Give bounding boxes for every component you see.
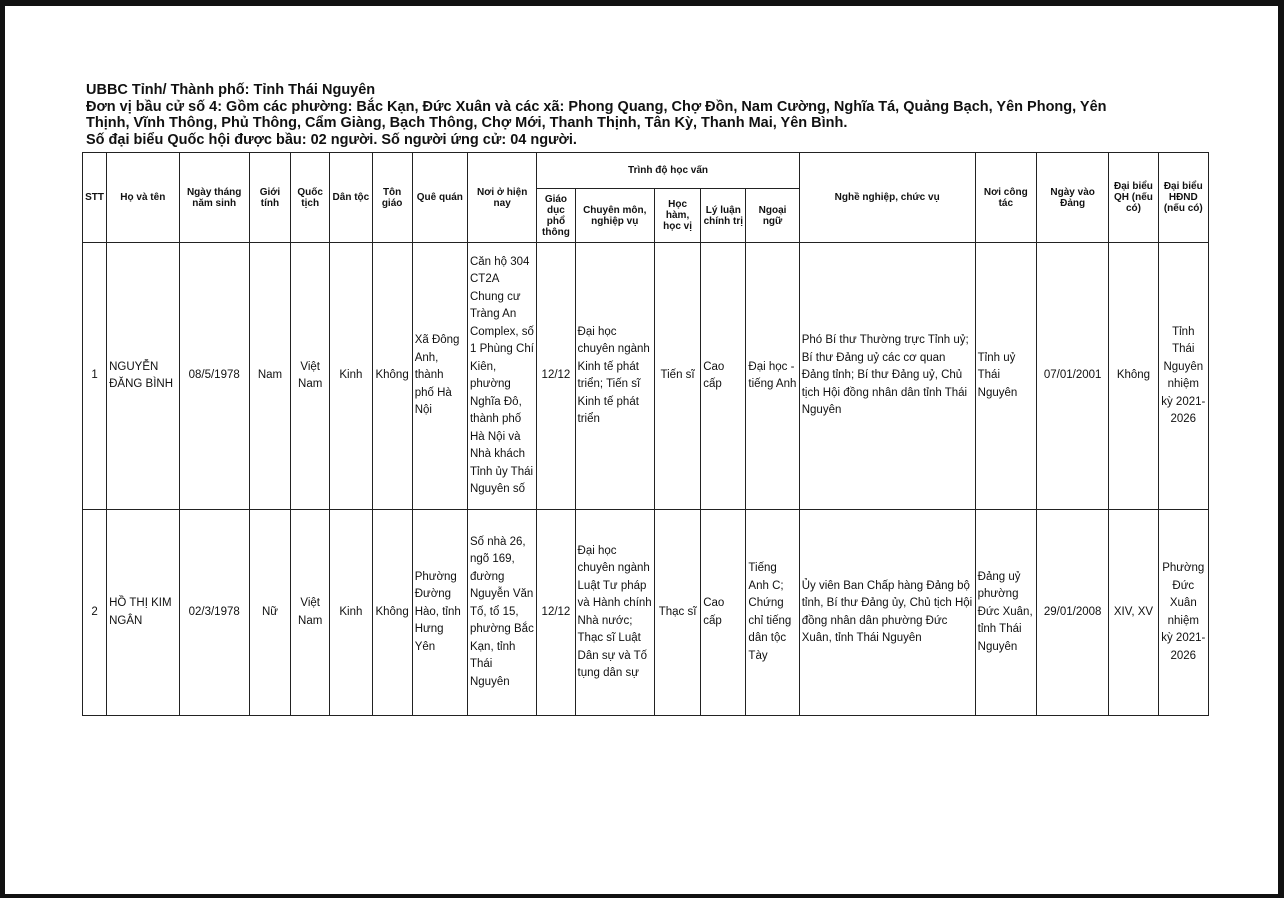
cell-occupation: Ủy viên Ban Chấp hàng Đảng bộ tỉnh, Bí thư Đảng ủy, Chủ tịch Hội đồng nhân dân phường Đức Xuân, tỉnh Thái Nguyên xyxy=(799,510,975,716)
candidate-table xyxy=(82,152,1209,716)
cell-na-delegate: Không xyxy=(1109,243,1158,510)
cell-degree: Thạc sĩ xyxy=(654,510,700,716)
cell-party-date: 07/01/2001 xyxy=(1036,243,1108,510)
header-residence: Nơi ở hiện nay xyxy=(467,153,536,243)
header-education-group: Trình độ học vấn xyxy=(537,153,799,189)
cell-dob: 08/5/1978 xyxy=(179,243,249,510)
cell-gender: Nữ xyxy=(249,510,290,716)
cell-workplace: Đảng uỷ phường Đức Xuân, tỉnh Thái Nguyên xyxy=(975,510,1036,716)
header-dob: Ngày tháng năm sinh xyxy=(179,153,249,243)
header-religion: Tôn giáo xyxy=(372,153,412,243)
header-hometown: Quê quán xyxy=(412,153,467,243)
header-occupation: Nghề nghiệp, chức vụ xyxy=(799,153,975,243)
constituency-line: Đơn vị bầu cử số 4: Gồm các phường: Bắc Kạn, Đức Xuân và các xã: Phong Quang, Chợ Đồn, Nam Cường, Nghĩa Tá, Quảng Bạch, Yên Phong, Yên xyxy=(86,98,1107,115)
cell-party-date: 29/01/2008 xyxy=(1036,510,1108,716)
header-language: Ngoại ngữ xyxy=(746,189,799,243)
header-degree: Học hàm, học vị xyxy=(654,189,700,243)
header-stt: STT xyxy=(83,153,107,243)
cell-specialty: Đại học chuyên ngành Luật Tư pháp và Hành chính Nhà nước; Thạc sĩ Luật Dân sự và Tố tụng dân sự xyxy=(575,510,654,716)
header-political: Lý luận chính trị xyxy=(701,189,746,243)
cell-political: Cao cấp xyxy=(701,510,746,716)
header-general-edu: Giáo dục phổ thông xyxy=(537,189,575,243)
cell-occupation: Phó Bí thư Thường trực Tỉnh uỷ; Bí thư Đảng uỷ các cơ quan Đảng tỉnh; Bí thư Đảng uỷ, Chủ tịch Hội đồng nhân dân tỉnh Thái Nguyên xyxy=(799,243,975,510)
table-row xyxy=(83,510,1209,716)
cell-nationality: Việt Nam xyxy=(291,243,330,510)
cell-degree: Tiến sĩ xyxy=(654,243,700,510)
cell-specialty: Đại học chuyên ngành Kinh tế phát triển; Tiến sĩ Kinh tế phát triển xyxy=(575,243,654,510)
cell-hometown: Xã Đông Anh, thành phố Hà Nội xyxy=(412,243,467,510)
cell-ethnicity: Kinh xyxy=(330,510,372,716)
cell-gender: Nam xyxy=(249,243,290,510)
cell-political: Cao cấp xyxy=(701,243,746,510)
cell-name: HỒ THỊ KIM NGÂN xyxy=(107,510,179,716)
cell-general-edu: 12/12 xyxy=(537,243,575,510)
cell-residence xyxy=(467,243,536,510)
cell-religion: Không xyxy=(372,510,412,716)
cell-council-delegate: Tỉnh Thái Nguyên nhiệm kỳ 2021-2026 xyxy=(1158,243,1208,510)
cell-name: NGUYỄN ĐĂNG BÌNH xyxy=(107,243,179,510)
cell-workplace: Tỉnh uỷ Thái Nguyên xyxy=(975,243,1036,510)
cell-stt: 2 xyxy=(83,510,107,716)
cell-language: Tiếng Anh C; Chứng chỉ tiếng dân tộc Tày xyxy=(746,510,799,716)
election-committee-line: UBBC Tỉnh/ Thành phố: Tỉnh Thái Nguyên xyxy=(86,82,376,98)
cell-stt: 1 xyxy=(83,243,107,510)
cell-nationality: Việt Nam xyxy=(291,510,330,716)
header-workplace: Nơi công tác xyxy=(975,153,1036,243)
header-name: Họ và tên xyxy=(107,153,179,243)
header-gender: Giới tính xyxy=(249,153,290,243)
table-row xyxy=(83,243,1209,510)
header-council-delegate: Đại biểu HĐND (nếu có) xyxy=(1158,153,1208,243)
document-header xyxy=(86,82,1196,148)
constituency-line-continued: Thịnh, Vĩnh Thông, Phủ Thông, Cẩm Giàng, Bạch Thông, Chợ Mới, Thanh Thịnh, Tân Kỳ, Thanh Mai, Yên Bình. xyxy=(86,115,848,131)
header-nationality: Quốc tịch xyxy=(291,153,330,243)
cell-council-delegate: Phường Đức Xuân nhiệm kỳ 2021-2026 xyxy=(1158,510,1208,716)
residence-text: Căn hộ 304 CT2A Chung cư Tràng An Complex, số 1 Phùng Chí Kiên, phường Nghĩa Đô, thành phố Hà Nội và Nhà khách Tỉnh ủy Thái Nguyên số xyxy=(469,255,534,495)
cell-residence: Số nhà 26, ngõ 169, đường Nguyễn Văn Tố, tổ 15, phường Bắc Kạn, tỉnh Thái Nguyên xyxy=(467,510,536,716)
header-ethnicity: Dân tộc xyxy=(330,153,372,243)
header-na-delegate: Đại biểu QH (nếu có) xyxy=(1109,153,1158,243)
cell-language: Đại học - tiếng Anh xyxy=(746,243,799,510)
scan-border-top xyxy=(0,0,1284,6)
cell-hometown: Phường Đường Hào, tỉnh Hưng Yên xyxy=(412,510,467,716)
header-specialty: Chuyên môn, nghiệp vụ xyxy=(575,189,654,243)
scan-border-right xyxy=(1278,0,1284,898)
scan-border-bottom xyxy=(0,894,1284,898)
cell-religion: Không xyxy=(372,243,412,510)
delegate-count-line: Số đại biểu Quốc hội được bầu: 02 người. Số người ứng cử: 04 người. xyxy=(86,131,577,148)
scan-border-left xyxy=(0,0,5,898)
cell-na-delegate: XIV, XV xyxy=(1109,510,1158,716)
cell-dob: 02/3/1978 xyxy=(179,510,249,716)
header-party-date: Ngày vào Đảng xyxy=(1036,153,1108,243)
cell-ethnicity: Kinh xyxy=(330,243,372,510)
cell-general-edu: 12/12 xyxy=(537,510,575,716)
